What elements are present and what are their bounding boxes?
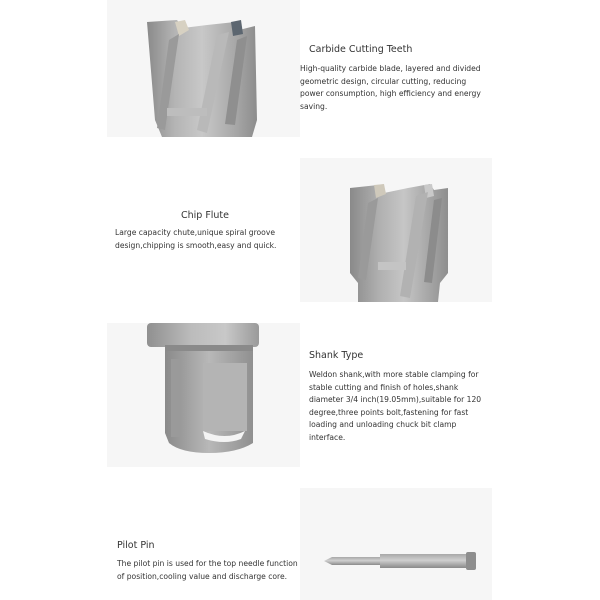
section-title: Chip Flute — [180, 210, 230, 221]
cutter-teeth-illustration — [107, 0, 300, 137]
section-title: Shank Type — [309, 350, 364, 361]
section-title: Carbide Cutting Teeth — [309, 44, 413, 55]
section-pilot-pin — [117, 540, 302, 583]
section-chip-flute — [115, 210, 295, 252]
section-shank-type — [309, 350, 494, 444]
section-description: The pilot pin is used for the top needle function of position,cooling value and discharge core. — [117, 559, 298, 581]
pilot-pin-illustration — [300, 488, 492, 600]
weldon-shank-illustration — [107, 323, 300, 467]
section-carbide-teeth — [300, 44, 490, 113]
section-title: Pilot Pin — [117, 540, 155, 551]
weldon-shank-image — [107, 323, 300, 467]
pilot-pin-image — [300, 488, 492, 600]
section-description: Weldon shank,with more stable clamping for stable cutting and finish of holes,shank diameter 3/4 inch(19.05mm),suitable for 120 degree,three points bolt,fastening for fast loading and unloading chuck bit clamp interface. — [309, 370, 482, 442]
chip-flute-illustration — [300, 158, 492, 302]
section-description: High-quality carbide blade, layered and divided geometric design, circular cutting, reducing power consumption, high efficiency and energy saving. — [300, 64, 481, 111]
section-description: Large capacity chute,unique spiral groove design,chipping is smooth,easy and quick. — [115, 228, 277, 250]
chip-flute-image — [300, 158, 492, 302]
carbide-cutter-image — [107, 0, 300, 137]
